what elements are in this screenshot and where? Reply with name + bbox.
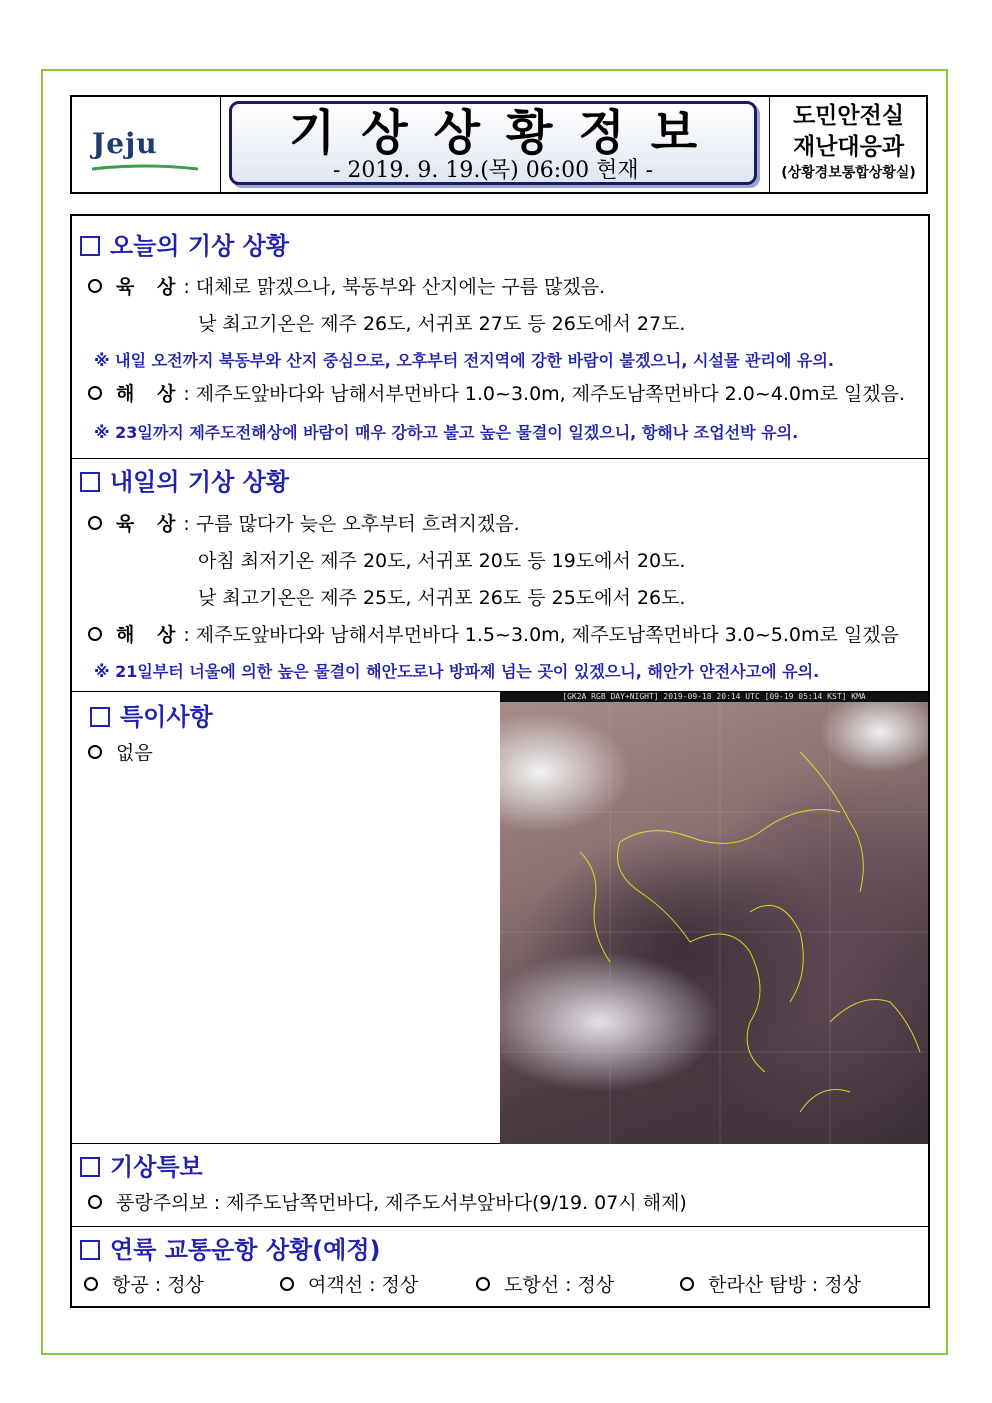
tomorrow-land-line2: 아침 최저기온 제주 20도, 서귀포 20도 등 19도에서 20도.: [198, 550, 686, 572]
section-transport: [72, 1227, 928, 1306]
checkbox-icon: [80, 472, 100, 492]
department-cell: [769, 97, 927, 192]
today-note1: ※ 내일 오전까지 북동부와 산지 중심으로, 오후부터 전지역에 강한 바람이 불겠으니, 시설물 관리에 유의.: [94, 351, 834, 370]
section-title-warning: 기상특보: [80, 1152, 203, 1182]
tomorrow-sea-line: 해 상: 제주도앞바다와 남해서부먼바다 1.5~3.0m, 제주도남쪽먼바다 3.0~5.0m로 일겠음: [88, 622, 899, 648]
circle-bullet-icon: [88, 516, 102, 530]
today-land-line2: 낮 최고기온은 제주 26도, 서귀포 27도 등 26도에서 27도.: [198, 313, 686, 335]
circle-bullet-icon: [476, 1277, 490, 1291]
transport-hallasan: 한라산 탐방 : 정상: [680, 1272, 861, 1298]
circle-bullet-icon: [88, 279, 102, 293]
circle-bullet-icon: [280, 1277, 294, 1291]
dept-room: (상황경보통합상황실): [781, 165, 916, 181]
section-title-transport: 연륙 교통운항 상황(예정): [80, 1235, 381, 1265]
satellite-caption: [GK2A RGB DAY+NIGHT] 2019-09-18 20:14 UTC [09-19 05:14 KST] KMA: [500, 692, 928, 702]
logo-cell: [72, 97, 221, 192]
satellite-image: [500, 692, 928, 1144]
dept-division: 재난대응과: [792, 134, 905, 160]
section-today: [72, 216, 928, 459]
checkbox-icon: [80, 1157, 100, 1177]
tomorrow-land-line1: 육 상: 구름 많다가 늦은 오후부터 흐려지겠음.: [88, 511, 520, 537]
circle-bullet-icon: [680, 1277, 694, 1291]
report-table: [70, 214, 930, 1308]
checkbox-icon: [90, 707, 110, 727]
circle-bullet-icon: [88, 627, 102, 641]
jeju-logo: Jeju: [92, 127, 158, 160]
today-sea-line: 해 상: 제주도앞바다와 남해서부먼바다 1.0~3.0m, 제주도남쪽먼바다 2.0~4.0m로 일겠음.: [88, 381, 905, 407]
transport-ferry: 여객선 : 정상: [280, 1272, 418, 1298]
today-land-line1: 육 상: 대체로 맑겠으나, 북동부와 산지에는 구름 많겠음.: [88, 274, 605, 300]
circle-bullet-icon: [88, 1195, 102, 1209]
section-title-today: 오늘의 기상 상황: [80, 231, 289, 261]
transport-air: 항공 : 정상: [84, 1272, 204, 1298]
section-tomorrow: [72, 459, 928, 692]
tomorrow-land-line3: 낮 최고기온은 제주 25도, 서귀포 26도 등 25도에서 26도.: [198, 587, 686, 609]
circle-bullet-icon: [88, 745, 102, 759]
section-title-special: 특이사항: [90, 702, 213, 732]
satellite-map-lines-icon: [500, 692, 928, 1144]
section-title-tomorrow: 내일의 기상 상황: [80, 467, 289, 497]
checkbox-icon: [80, 1240, 100, 1260]
page-title: 기상상황정보: [288, 105, 724, 161]
title-box: [229, 101, 757, 185]
section-warning: [72, 1144, 928, 1227]
tomorrow-note: ※ 21일부터 너울에 의한 높은 물결이 해안도로나 방파제 넘는 곳이 있겠으니, 해안가 안전사고에 유의.: [94, 662, 820, 681]
today-note2: ※ 23일까지 제주도전해상에 바람이 매우 강하고 불고 높은 물결이 일겠으니, 항해나 조업선박 유의.: [94, 423, 799, 442]
dept-office: 도민안전실: [792, 103, 905, 129]
special-item: 없음: [88, 740, 153, 766]
logo-swoosh-icon: [90, 163, 200, 173]
warning-item: 풍랑주의보 : 제주도남쪽먼바다, 제주도서부앞바다(9/19. 07시 해제): [88, 1190, 687, 1216]
circle-bullet-icon: [88, 386, 102, 400]
circle-bullet-icon: [84, 1277, 98, 1291]
header: [70, 95, 928, 194]
report-date: - 2019. 9. 19.(목) 06:00 현재 -: [332, 158, 654, 183]
checkbox-icon: [80, 236, 100, 256]
transport-island-ferry: 도항선 : 정상: [476, 1272, 614, 1298]
